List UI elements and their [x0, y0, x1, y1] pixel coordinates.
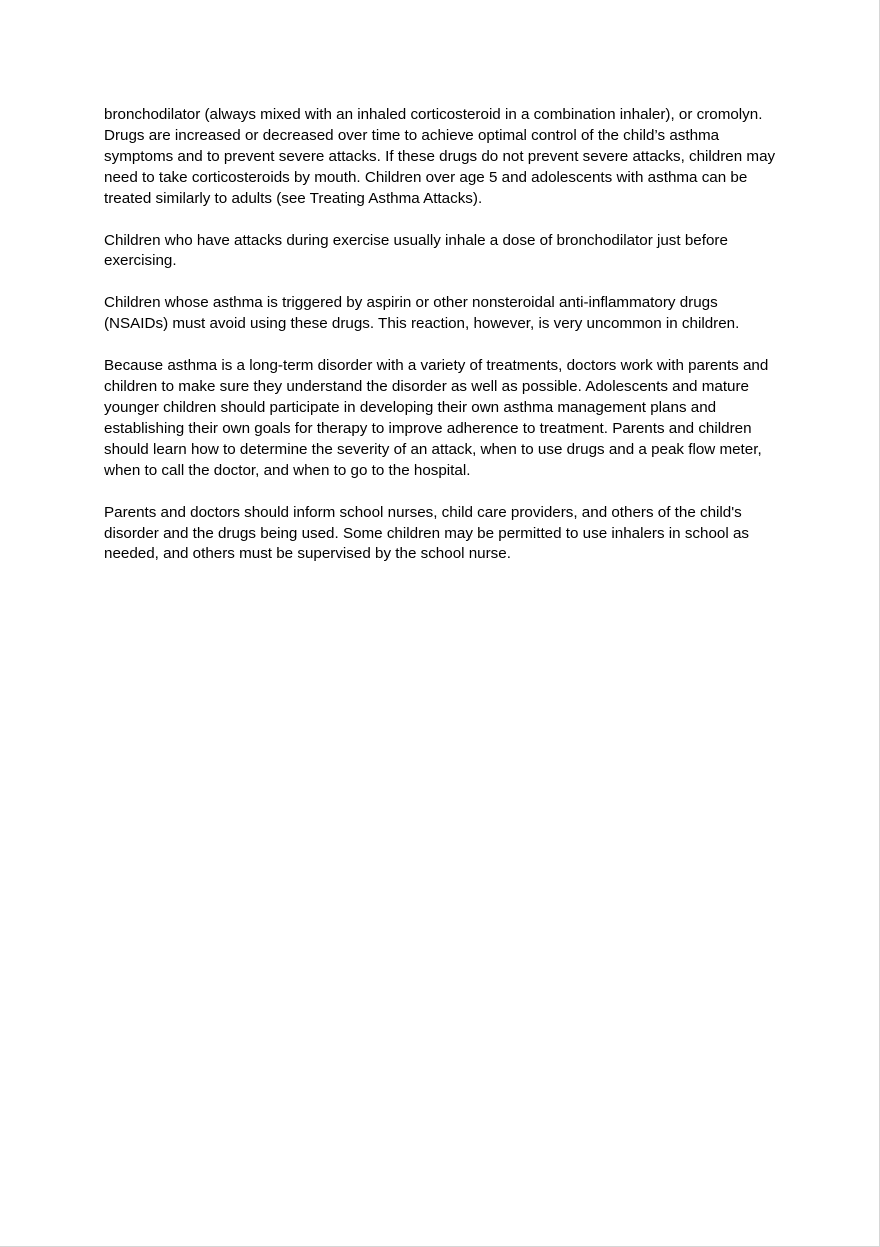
paragraph-treatment-drugs: bronchodilator (always mixed with an inhaled corticosteroid in a combination inhaler), or cromolyn. Drugs are increased or decreased over time to achieve optimal control of the child’s asthma symptoms and to prevent severe attacks. If these drugs do not prevent severe attacks, children may need to take corticosteroids by mouth. Children over age 5 and adolescents with asthma can be treated similarly to adults (see Treating Asthma Attacks). [104, 106, 776, 207]
document-body [104, 105, 780, 586]
paragraph-management-plans: Because asthma is a long-term disorder with a variety of treatments, doctors work with parents and children to make sure they understand the disorder as well as possible. Adolescents and mature younger children should participate in developing their own asthma management plans and establishing their own goals for therapy to improve adherence to treatment. Parents and children should learn how to determine the severity of an attack, when to use drugs and a peak flow meter, when to call the doctor, and when to go to the hospital. [104, 357, 769, 479]
paragraph-exercise-attacks: Children who have attacks during exercise usually inhale a dose of bronchodilator just before exercising. [104, 231, 728, 270]
paragraph-school-nurses: Parents and doctors should inform school nurses, child care providers, and others of the child's disorder and the drugs being used. Some children may be permitted to use inhalers in school as needed, and others must be supervised by the school nurse. [104, 503, 749, 563]
paragraph-aspirin-nsaids: Children whose asthma is triggered by aspirin or other nonsteroidal anti-inflammatory drugs (NSAIDs) must avoid using these drugs. This reaction, however, is very uncommon in children. [104, 294, 740, 333]
